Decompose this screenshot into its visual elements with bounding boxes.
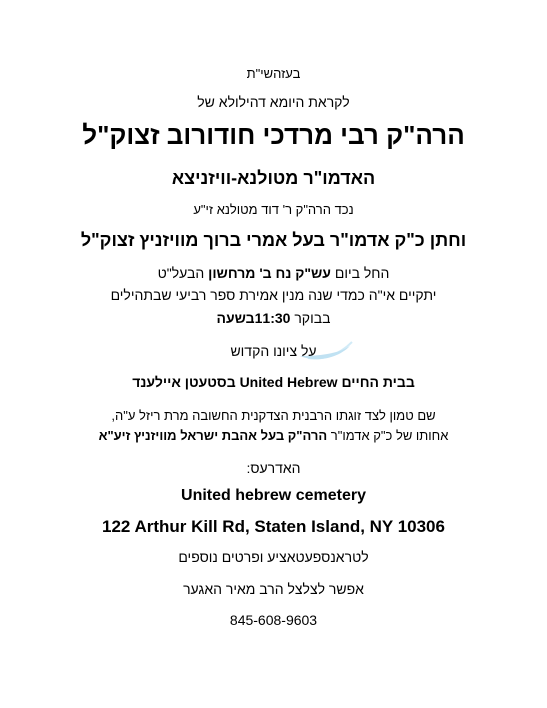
date-bold: עש"ק נח ב' מרחשון <box>208 265 331 281</box>
rabbi-name-title: הרה"ק רבי מרדכי חודורוב זצוק"ל <box>82 120 465 150</box>
time-value: 11:30 <box>254 310 291 326</box>
buried-line-1: שם טמון לצד זוגתו הרבנית הצדקנית החשובה מרת ריזל ע"ה, <box>111 408 436 423</box>
date-suffix: הבעל"ט <box>157 265 209 281</box>
admor-title: האדמו"ר מטולנא-וויזניצא <box>171 168 376 188</box>
cemetery-english-name: United Hebrew <box>239 374 338 390</box>
cemetery-post: בסטעטן איילענד <box>132 374 240 390</box>
time-line <box>0 310 547 326</box>
time-prefix: בבוקר <box>290 310 331 326</box>
son-in-law-line: וחתן כ"ק אדמו"ר בעל אמרי ברוך מוויזניץ זצוק"ל <box>80 230 467 250</box>
grandson-line: נכד הרה"ק ר' דוד מטולנא זי"ע <box>193 202 354 217</box>
date-prefix: החל ביום <box>330 265 390 281</box>
buried-line-2-bold: הרה"ק בעל אהבת ישראל מוויזניץ זיע"א <box>98 428 328 443</box>
cemetery-line <box>0 374 547 390</box>
phone-number: 845-608-9603 <box>229 612 318 628</box>
time-suffix: בשעה <box>216 310 255 326</box>
event-description: יתקיים אי"ה כמדי שנה מנין אמירת ספר רביעי שבתהילים <box>110 287 437 303</box>
buried-line-2 <box>0 428 547 443</box>
at-tziyon-line: על ציונו הקדוש <box>230 343 317 359</box>
cemetery-pre: בבית החיים <box>337 374 415 390</box>
transport-line: לטראנספעטאציע ופרטים נוספים <box>178 549 369 565</box>
address-label: האדרעס: <box>246 460 301 476</box>
date-line <box>0 265 547 281</box>
contact-line: אפשר לצלצל הרב מאיר האגער <box>183 581 364 597</box>
address-cemetery-name: United hebrew cemetery <box>181 487 366 504</box>
address-street: 122 Arthur Kill Rd, Staten Island, NY 10306 <box>102 517 445 536</box>
bsd-header: בעזהשי"ת <box>246 66 301 81</box>
buried-line-2-pre: אחותו של כ"ק אדמו"ר <box>327 428 449 443</box>
intro-line: לקראת היומא דהילולא של <box>197 94 350 110</box>
